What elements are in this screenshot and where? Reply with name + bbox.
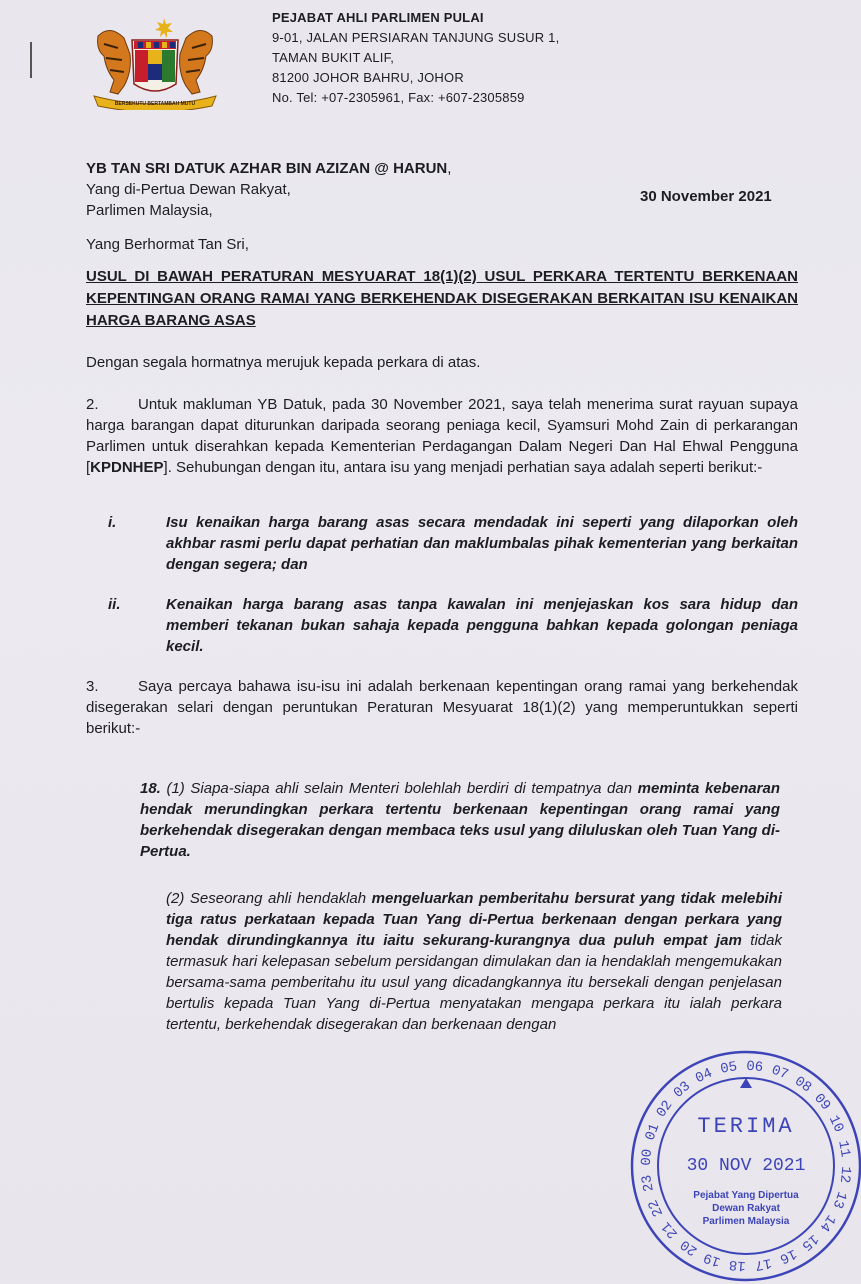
rule-number: 18. [140,780,161,797]
crest-motto: BERSEKUTU BERTAMBAH MUTU [114,101,196,107]
list-item [108,512,798,575]
stamp-hour-number: 12 [835,1165,854,1184]
address-line-2: TAMAN BUKIT ALIF, [272,50,395,65]
addressee-institution: Parlimen Malaysia, [86,202,213,219]
stamp-hour-number: 09 [810,1090,834,1114]
stamp-hour-number: 19 [701,1248,723,1270]
paragraph-number: 2. [86,396,99,413]
stamp-hour-number: 07 [769,1062,791,1084]
acronym-kpdnhep: KPDNHEP [90,459,164,476]
stamp-hour-number: 00 [638,1148,657,1167]
rule-18-1-bold: meminta kebenaran hendak merundingkan perkara tertentu berkenaan kepentingan orang ramai yang berkehendak disegerakan dengan membaca teks usul yang diluluskan oleh Tuan Yang di-Pertua. [140,780,780,860]
addressee-title: Yang di-Pertua Dewan Rakyat, [86,181,291,198]
list-marker: i. [108,514,117,531]
rule-18-2-plain-2: tidak termasuk hari kelepasan sebelum persidangan dimulakan dan ia hendaklah mengemukakan bersama-sama pemberitahu itu usul yang dicadangkannya itu bersekali dengan penjelasan bertulis kepada Tuan Yang di-Pertua menyatakan mengapa perkara itu ialah perkara tertentu, berkehendak disegerakan dan berkenaan dengan [166,932,782,1033]
stamp-hour-number: 11 [834,1139,853,1159]
stamp-word: TERIMA [697,1114,795,1139]
quoted-rule-18-1 [140,778,780,862]
paragraph-2-text-after: ]. Sehubungan dengan itu, antara isu yang menjadi perhatian saya adalah seperti berikut:- [163,459,763,476]
stamp-line-2: Dewan Rakyat [712,1203,780,1214]
received-stamp [628,1048,861,1284]
paragraph-3-text: Saya percaya bahawa isu-isu ini adalah berkenaan kepentingan orang ramai yang berkehendak disegerakan selari dengan peruntukan Peraturan Mesyuarat 18(1)(2) yang memperuntukkan seperti berikut:- [86,678,798,737]
stamp-hour-number: 23 [639,1173,658,1193]
stamp-hour-number: 05 [719,1059,739,1078]
rule-18-2-bold: mengeluarkan pemberitahu bersurat yang tidak melebihi tiga ratus perkataan kepada Tuan Yang di-Pertua berkenaan dengan perkara yang hendak dirundingkannya itu iaitu sekurang-kurangnya dua puluh empat jam [166,890,782,949]
stamp-hour-number: 03 [670,1078,694,1102]
list-item-text: Isu kenaikan harga barang asas secara mendadak ini seperti yang dilaporkan oleh akhbar rasmi perlu dapat perhatian dan maklumbalas pihak kementerian yang berkaitan dengan segera; dan [166,514,798,573]
addressee-name: YB TAN SRI DATUK AZHAR BIN AZIZAN @ HARUN [86,160,448,177]
list-marker: ii. [108,596,121,613]
letter-date: 30 November 2021 [640,188,772,205]
stamp-hour-number: 14 [815,1211,839,1235]
stamp-hour-number: 22 [645,1196,668,1219]
stamp-hour-number: 06 [745,1058,764,1077]
stamp-hour-number: 20 [677,1235,701,1259]
rule-18-2-plain-1: (2) Seseorang ahli hendaklah [166,890,372,907]
stamp-hour-number: 04 [693,1065,716,1088]
stamp-hour-number: 16 [776,1244,799,1267]
salutation: Yang Berhormat Tan Sri, [86,236,249,253]
stamp-hour-number: 01 [642,1121,664,1143]
list-item [108,594,798,657]
letterhead [272,8,559,108]
addressee-name-suffix: , [447,160,452,177]
stamp-hour-number: 08 [791,1073,815,1097]
list-item-text: Kenaikan harga barang asas tanpa kawalan ini menjejaskan kos sara hidup dan memberi tekanan bukan sahaja kepada pengguna bahkan kepada golongan peniaga kecil. [166,596,798,655]
paragraph-number: 3. [86,678,99,695]
stamp-hour-number: 10 [824,1113,847,1136]
addressee-block [86,158,451,221]
stamp-hour-number: 18 [728,1255,747,1274]
stamp-hour-number: 13 [828,1189,850,1211]
stamp-hour-number: 17 [753,1254,773,1273]
stamp-hour-number: 21 [658,1218,682,1242]
intro-paragraph: Dengan segala hormatnya merujuk kepada perkara di atas. [86,354,481,371]
office-name: PEJABAT AHLI PARLIMEN PULAI [272,10,484,25]
stamp-line-1: Pejabat Yang Dipertua [693,1190,799,1201]
paragraph-2-text-before: Untuk makluman YB Datuk, pada 30 November 2021, saya telah menerima surat rayuan supaya harga barangan dapat diturunkan daripada seorang peniaga kecil, Syamsuri Mohd Zain di perkarangan Parlimen untuk diserahkan kepada Kementerian Perdagangan Dalam Negeri Dan Hal Ehwal Pengguna [ [86,396,798,476]
contact-line: No. Tel: +07-2305961, Fax: +607-2305859 [272,90,525,105]
address-line-3: 81200 JOHOR BAHRU, JOHOR [272,70,464,85]
paragraph-2 [86,394,798,478]
stamp-date: 30 NOV 2021 [686,1156,806,1176]
stamp-hour-number: 02 [653,1097,677,1121]
rule-18-1-plain: (1) Siapa-siapa ahli selain Menteri bolehlah berdiri di tempatnya dan [160,780,638,797]
stamp-hour-number: 15 [798,1230,822,1254]
stamp-line-3: Parlimen Malaysia [702,1216,790,1227]
paragraph-3 [86,676,798,739]
malaysia-crest-icon [88,14,222,110]
stamp-pointer-icon [740,1078,752,1088]
page-edge-mark [30,42,32,78]
quoted-rule-18-2 [166,888,782,1035]
address-line-1: 9-01, JALAN PERSIARAN TANJUNG SUSUR 1, [272,30,560,45]
subject-heading: USUL DI BAWAH PERATURAN MESYUARAT 18(1)(2) USUL PERKARA TERTENTU BERKENAAN KEPENTINGAN ORANG RAMAI YANG BERKEHENDAK DISEGERAKAN BERKAITAN ISU KENAIKAN HARGA BARANG ASAS [86,268,798,329]
